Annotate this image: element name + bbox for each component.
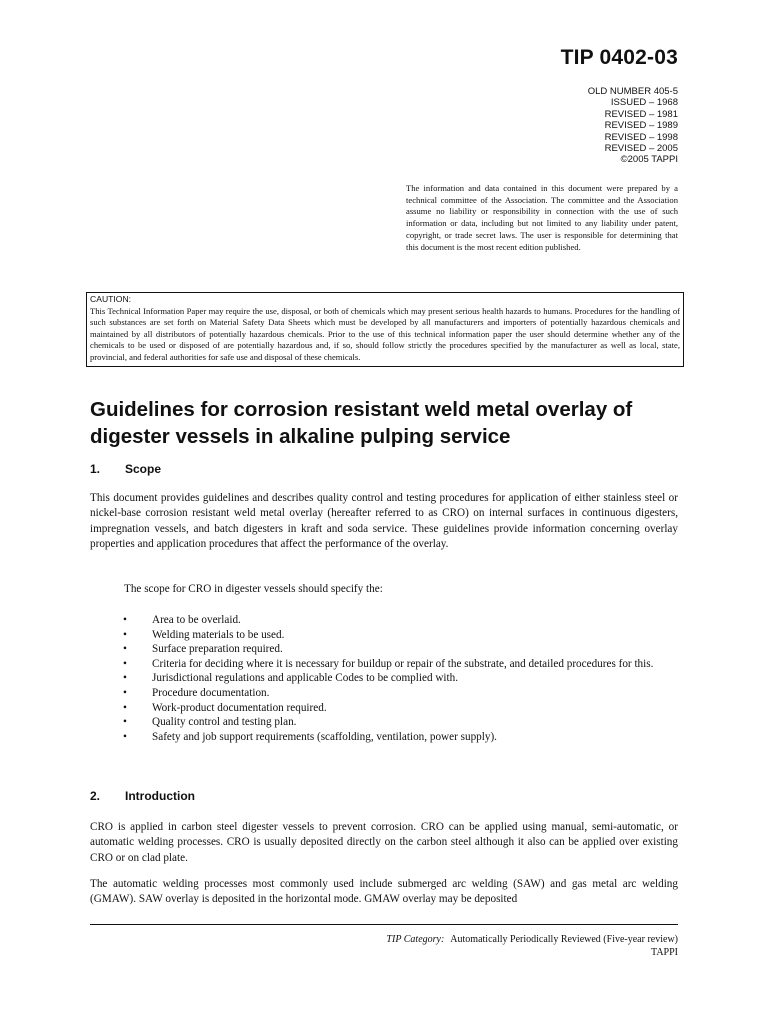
- list-item: [90, 730, 678, 745]
- list-item-text: Surface preparation required.: [152, 643, 283, 656]
- scope-bullet-list: [90, 613, 678, 744]
- history-line: ISSUED – 1968: [610, 97, 678, 109]
- list-item-text: Quality control and testing plan.: [152, 716, 297, 729]
- bullet-icon: •: [123, 672, 127, 685]
- section-title: Scope: [125, 462, 162, 476]
- section-heading-scope: [90, 462, 161, 476]
- bullet-icon: •: [123, 730, 127, 743]
- list-item: [90, 613, 678, 628]
- history-line: REVISED – 1989: [604, 120, 678, 132]
- bullet-icon: •: [123, 643, 127, 656]
- bullet-icon: •: [123, 701, 127, 714]
- introduction-paragraph: CRO is applied in carbon steel digester vessels to prevent corrosion. CRO can be applied using manual, semi-automatic, or automatic welding processes. CRO is usually deposited directly on the carbon steel although it also can be applied over existing CRO or on clad plate.: [90, 821, 678, 864]
- introduction-paragraph: The automatic welding processes most commonly used include submerged arc welding (SAW) and gas metal arc welding (GMAW). SAW overlay is deposited in the horizontal mode. GMAW overlay may be deposited: [90, 878, 678, 906]
- tip-number: TIP 0402-03: [560, 46, 678, 69]
- list-item: [90, 642, 678, 657]
- bullet-icon: •: [123, 628, 127, 641]
- list-item: [90, 686, 678, 701]
- history-line: REVISED – 2005: [604, 143, 678, 155]
- list-item-text: Welding materials to be used.: [152, 628, 285, 641]
- history-line: REVISED – 1981: [604, 108, 678, 120]
- list-item: [90, 715, 678, 730]
- caution-text: This Technical Information Paper may require the use, disposal, or both of chemicals which may present serious health hazards to humans. Procedures for the handling of such substances are set forth on Material Safety Data Sheets which must be developed by all manufacturers and importers of potentially hazardous chemicals and maintained by all distributors of potentially hazardous chemicals. Prior to the use of this technical information paper the user should determine whether any of the chemicals to be used or disposed of are potentially hazardous and, if so, should follow strictly the procedures specified by the manufacturer as well as local, state, provincial, and federal authorities for safe use and disposal of these chemicals.: [90, 305, 680, 362]
- caution-title: CAUTION:: [90, 294, 132, 304]
- section-number: 1.: [90, 462, 101, 476]
- revision-history: [588, 86, 678, 166]
- footer-category: [386, 933, 678, 946]
- list-item-text: Safety and job support requirements (scaffolding, ventilation, power supply).: [152, 730, 497, 743]
- list-item-text: Work-product documentation required.: [152, 701, 327, 714]
- list-item-text: Procedure documentation.: [152, 686, 270, 699]
- category-value: Automatically Periodically Reviewed (Five-year review): [450, 934, 678, 945]
- page-footer: [386, 933, 678, 959]
- section-heading-introduction: [90, 789, 195, 803]
- history-line: OLD NUMBER 405-5: [587, 86, 678, 97]
- disclaimer-text: The information and data contained in this document were prepared by a technical committee of the Association. The committee and the Association assume no liability or responsibility in connection with the use of such information or data, including but not limited to any liability under patent, copyright, or trade secret laws. The user is responsible for determining that this document is the most recent edition published.: [406, 183, 678, 252]
- list-item: [90, 671, 678, 686]
- scope-intro: The scope for CRO in digester vessels should specify the:: [124, 583, 383, 595]
- caution-box: [86, 292, 684, 367]
- list-item-text: Area to be overlaid.: [152, 614, 241, 626]
- bullet-icon: •: [123, 614, 127, 626]
- list-item: [90, 701, 678, 716]
- bullet-icon: •: [123, 716, 127, 729]
- history-line: REVISED – 1998: [604, 131, 678, 143]
- category-label: TIP Category:: [386, 934, 445, 945]
- footer-org: TAPPI: [651, 947, 678, 958]
- list-item-text: Jurisdictional regulations and applicable Codes to be complied with.: [152, 672, 459, 685]
- section-number: 2.: [90, 789, 101, 803]
- list-item: [90, 628, 678, 643]
- section-title: Introduction: [125, 789, 195, 803]
- document-title: Guidelines for corrosion resistant weld metal overlay of digester vessels in alkaline pulping service: [90, 398, 633, 448]
- history-line: ©2005 TAPPI: [620, 154, 678, 166]
- scope-paragraph: This document provides guidelines and describes quality control and testing procedures for application of either stainless steel or nickel-base corrosion resistant weld metal overlay (hereafter referred to as CRO) on internal surfaces in continuous digesters, impregnation vessels, and batch digesters in kraft and soda service. These guidelines provide information concerning overlay properties and application procedures that affect the performance of the overlay.: [90, 492, 678, 551]
- bullet-icon: •: [123, 686, 127, 699]
- list-item-text: Criteria for deciding where it is necessary for buildup or repair of the substrate, and detailed procedures for this.: [152, 657, 654, 670]
- list-item: [90, 657, 678, 672]
- bullet-icon: •: [123, 657, 127, 670]
- footer-divider: [90, 924, 678, 925]
